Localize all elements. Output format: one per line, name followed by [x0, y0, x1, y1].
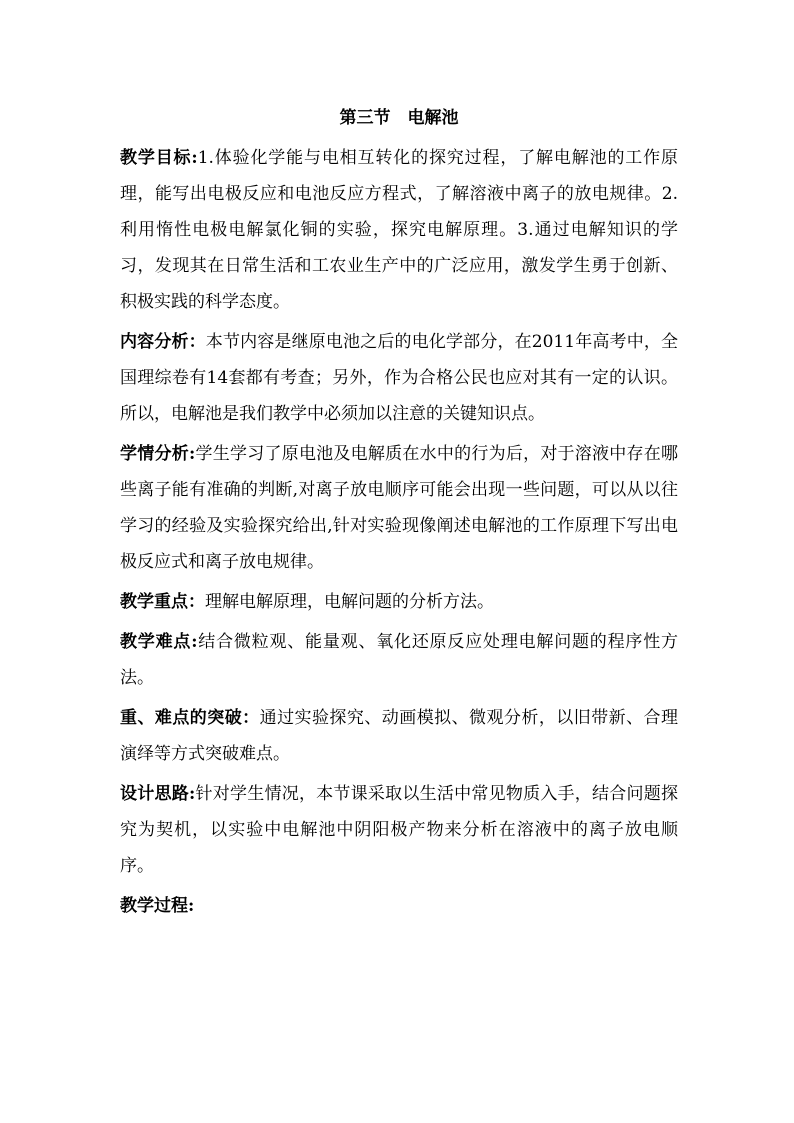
section-text: 结合微粒观、能量观、氧化还原反应处理电解问题的程序性方法。	[120, 632, 678, 688]
section-text: 学生学习了原电池及电解质在水中的行为后，对于溶液中存在哪些离子能有准确的判断,对离子放电顺序可能会出现一些问题，可以从以往学习的经验及实验探究给出,针对实验现像阐述电解池的工作原理下写出电极反应式和离子放电规律。	[120, 444, 679, 572]
page-title: 第三节 电解池	[339, 108, 459, 128]
section-label: 内容分析：	[120, 332, 206, 352]
section-text: 1.体验化学能与电相互转化的探究过程，了解电解池的工作原理，能写出电极反应和电池反应方程式，了解溶液中离子的放电规律。2.利用惰性电极电解氯化铜的实验，探究电解原理。3.通过电解知识的学习，发现其在日常生活和工农业生产中的广泛应用，激发学生勇于创新、积极实践的科学态度。	[120, 148, 679, 312]
section-label: 教学重点：	[120, 592, 205, 612]
section-label: 学情分析:	[120, 444, 196, 464]
section-text: 理解电解原理，电解问题的分析方法。	[205, 592, 494, 612]
section-label: 教学难点:	[120, 632, 198, 652]
section-breakthrough	[120, 700, 678, 772]
section-text: 通过实验探究、动画模拟、微观分析，以旧带新、合理演绎等方式突破难点。	[120, 708, 679, 764]
document-body	[120, 100, 678, 928]
section-label: 设计思路:	[120, 784, 196, 804]
section-text: 针对学生情况，本节课采取以生活中常见物质入手，结合问题探究为契机，以实验中电解池中阴阳极产物来分析在溶液中的离子放电顺序。	[120, 784, 679, 876]
section-teaching-goals	[120, 140, 678, 320]
section-key-points	[120, 584, 678, 620]
section-teaching-process	[120, 888, 678, 924]
section-difficult-points	[120, 624, 678, 696]
section-student-analysis	[120, 436, 678, 580]
section-label: 重、难点的突破：	[120, 708, 260, 728]
section-label: 教学过程:	[120, 896, 195, 916]
section-design-approach	[120, 776, 678, 884]
section-content-analysis	[120, 324, 678, 432]
section-label: 教学目标:	[120, 148, 198, 168]
section-text: 本节内容是继原电池之后的电化学部分，在2011年高考中，全国理综卷有14套都有考查；另外，作为合格公民也应对其有一定的认识。所以，电解池是我们教学中必须加以注意的关键知识点。	[120, 332, 679, 424]
